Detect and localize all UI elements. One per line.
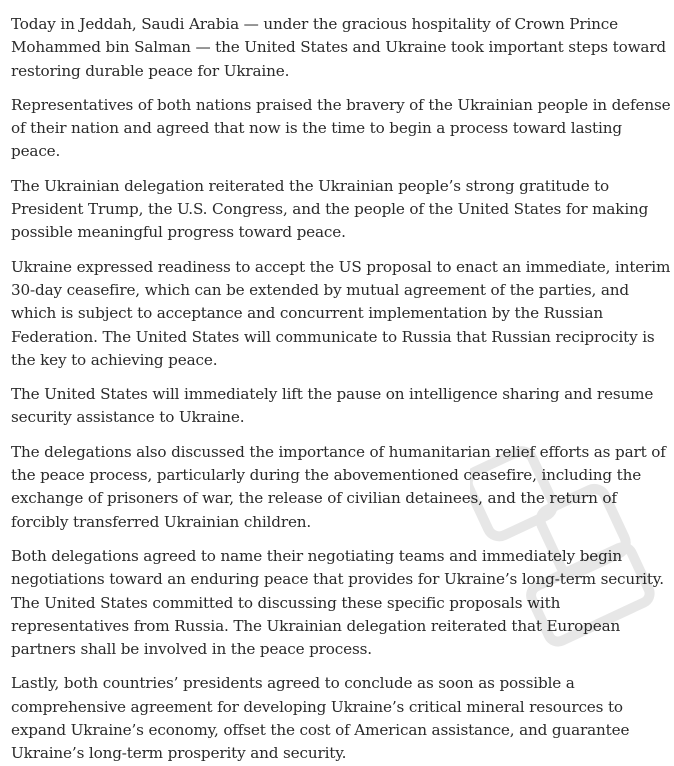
paragraph-8: Lastly, both countries’ presidents agreed to conclude as soon as possible a comprehensive agreement for developing Ukraine’s critical mineral resources to expand Ukraine’s economy, offset the cost of American assistance, and guarantee Ukraine’s long-term prosperity and security. [11, 674, 630, 763]
paragraph-2: Representatives of both nations praised the bravery of the Ukrainian people in defense of their nation and agreed that now is the time to begin a process toward lasting peace. [11, 95, 671, 161]
statement-document [11, 0, 671, 766]
paragraph-3: The Ukrainian delegation reiterated the Ukrainian people’s strong gratitude to President Trump, the U.S. Congress, and the people of the United States for making possible meaningful progress toward peace. [11, 176, 649, 242]
paragraph-4: Ukraine expressed readiness to accept the US proposal to enact an immediate, interim 30-day ceasefire, which can be extended by mutual agreement of the parties, and which is subject to acceptance and concurrent implementation by the Russian Federation. The United States will communicate to Russia that Russian reciprocity is the key to achieving peace. [11, 257, 671, 369]
paragraph-5: The United States will immediately lift the pause on intelligence sharing and resume security assistance to Ukraine. [11, 385, 654, 427]
paragraph-7: Both delegations agreed to name their negotiating teams and immediately begin negotiations toward an enduring peace that provides for Ukraine’s long-term security. The United States committed to discussing these specific proposals with representatives from Russia. The Ukrainian delegation reiterated that European partners shall be involved in the peace process. [11, 546, 664, 659]
paragraph-6: The delegations also discussed the importance of humanitarian relief efforts as part of the peace process, particularly during the abovementioned ceasefire, including the exchange of prisoners of war, the release of civilian detainees, and the return of forcibly transferred Ukrainian children. [11, 442, 666, 531]
paragraph-1: Today in Jeddah, Saudi Arabia — under the gracious hospitality of Crown Prince Mohammed bin Salman — the United States and Ukraine took important steps toward restoring durable peace for Ukraine. [11, 15, 667, 80]
